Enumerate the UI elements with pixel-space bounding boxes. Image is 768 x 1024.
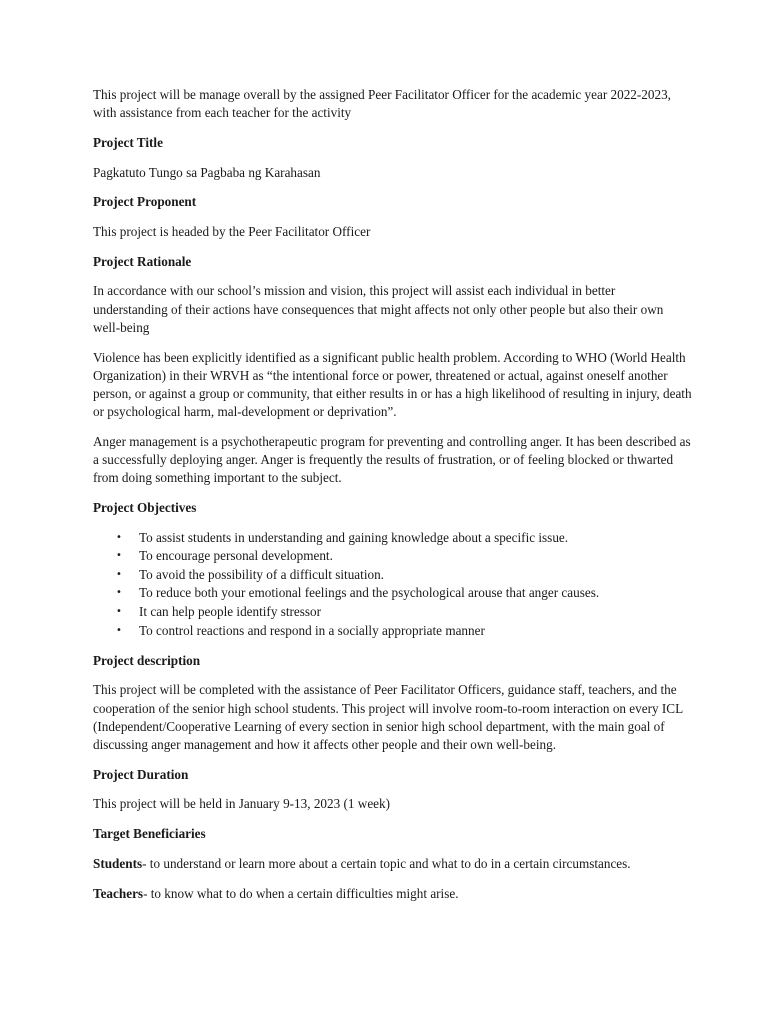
bullet-icon: • — [116, 624, 122, 636]
objective-text: To encourage personal development. — [139, 548, 333, 564]
bullet-icon: • — [116, 531, 122, 543]
objective-text: To assist students in understanding and gaining knowledge about a specific issue. — [139, 529, 569, 545]
list-item — [93, 529, 693, 548]
target-beneficiaries-heading: Target Beneficiaries — [93, 826, 206, 842]
students-label: Students — [93, 855, 143, 871]
list-item — [93, 584, 693, 603]
bullet-icon: • — [116, 587, 122, 599]
project-duration-heading: Project Duration — [93, 766, 189, 782]
students-text: - to understand or learn more about a certain topic and what to do in a certain circumstances. — [142, 855, 631, 871]
project-proponent-text: This project is headed by the Peer Facilitator Officer — [93, 224, 371, 240]
beneficiary-students — [93, 855, 693, 873]
teachers-text: - to know what to do when a certain difficulties might arise. — [143, 885, 459, 901]
project-description-heading: Project description — [93, 652, 201, 668]
objective-text: To avoid the possibility of a difficult situation. — [139, 566, 384, 582]
list-item — [93, 603, 693, 622]
objectives-list — [93, 529, 693, 641]
objective-text: To reduce both your emotional feelings and the psychological arouse that anger causes. — [139, 585, 600, 601]
rationale-paragraph: In accordance with our school’s mission and vision, this project will assist each individual in better understanding of their actions have consequences that might affects not only other people but also their own well-being — [93, 283, 664, 335]
objective-text: It can help people identify stressor — [139, 604, 322, 620]
project-description-text: This project will be completed with the assistance of Peer Facilitator Officers, guidance staff, teachers, and the cooperation of the senior high school students. This project will involve room-to-room interaction on every ICL (Independent/Cooperative Learning of every section in senior high school department, with the main goal of discussing anger management and how it affects other people and their own well-being. — [93, 682, 683, 753]
project-title-heading: Project Title — [93, 134, 163, 150]
intro-paragraph: This project will be manage overall by the assigned Peer Facilitator Officer for the academic year 2022-2023, with assistance from each teacher for the activity — [93, 87, 671, 121]
beneficiary-teachers — [93, 885, 693, 903]
project-proponent-heading: Project Proponent — [93, 194, 197, 210]
project-duration-text: This project will be held in January 9-13, 2023 (1 week) — [93, 796, 391, 812]
objective-text: To control reactions and respond in a socially appropriate manner — [139, 622, 485, 638]
rationale-paragraph: Anger management is a psychotherapeutic program for preventing and controlling anger. It has been described as a successfully deploying anger. Anger is frequently the results of frustration, or of feeling blocked or thwarted from doing something important to the subject. — [93, 433, 691, 486]
rationale-paragraph: Violence has been explicitly identified as a significant public health problem. According to WHO (World Health Organization) in their WRVH as “the intentional force or power, threatened or actual, against oneself another person, or against a group or community, that either results in or has a high likelihood of resulting in injury, death or psychological harm, mal-development or deprivation”. — [93, 349, 692, 420]
project-title-text: Pagkatuto Tungo sa Pagbaba ng Karahasan — [93, 164, 321, 180]
bullet-icon: • — [116, 568, 122, 580]
list-item — [93, 566, 693, 585]
list-item — [93, 622, 693, 641]
teachers-label: Teachers — [93, 885, 144, 901]
list-item — [93, 547, 693, 566]
bullet-icon: • — [116, 550, 122, 562]
bullet-icon: • — [116, 606, 122, 618]
project-rationale-heading: Project Rationale — [93, 253, 192, 269]
document-page — [93, 86, 693, 914]
project-objectives-heading: Project Objectives — [93, 499, 197, 515]
